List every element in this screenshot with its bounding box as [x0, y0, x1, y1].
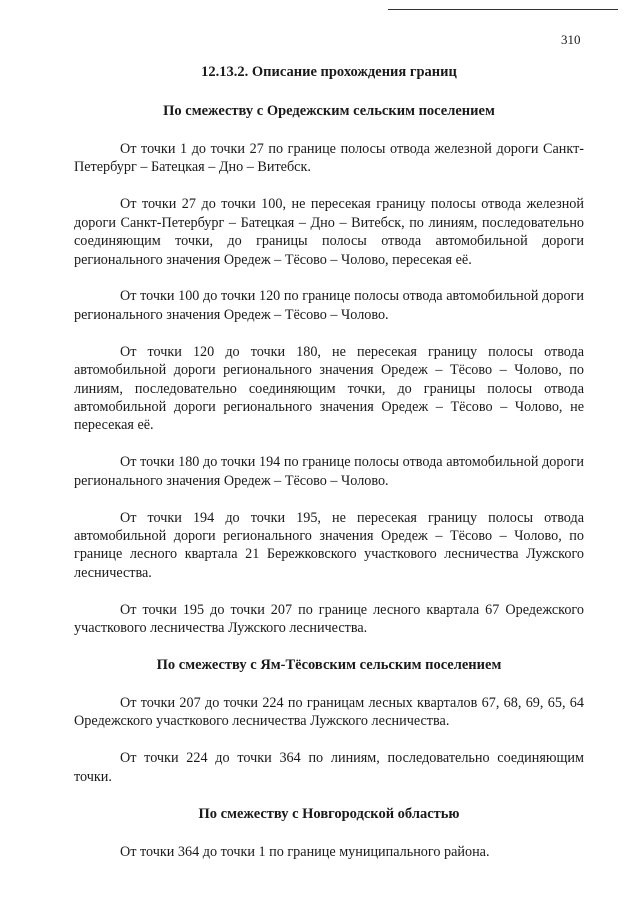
paragraph: От точки 194 до точки 195, не пересекая границу полосы отвода автомобильной дороги регионального значения Оредеж – Тёсово – Чолово, по границе лесного квартала 21 Бережковского участкового лесничества Лужского лесничества.: [74, 509, 584, 581]
page-number: 310: [561, 32, 581, 47]
top-rule: [388, 9, 618, 10]
section-novgorod: [74, 805, 584, 861]
section-oredezh: [74, 102, 584, 638]
document-body: [74, 63, 584, 880]
paragraph: От точки 224 до точки 364 по линиям, последовательно соединяющим точки.: [74, 750, 584, 785]
section-heading: По смежеству с Оредежским сельским поселением: [163, 103, 495, 119]
section-heading: По смежеству с Ям-Тёсовским сельским поселением: [156, 657, 502, 674]
paragraph: От точки 207 до точки 224 по границам лесных кварталов 67, 68, 69, 65, 64 Оредежского участкового лесничества Лужского лесничества.: [74, 695, 584, 730]
paragraph: От точки 180 до точки 194 по границе полосы отвода автомобильной дороги регионального значения Оредеж – Тёсово – Чолово.: [74, 454, 584, 489]
paragraph: От точки 120 до точки 180, не пересекая границу полосы отвода автомобильной дороги регионального значения Оредеж – Тёсово – Чолово, по линиям, последовательно соединяющим точки, до границы полосы отвода автомобильной дороги регионального значения Оредеж – Тёсово – Чолово, не пересекая её.: [74, 343, 584, 434]
document-title: 12.13.2. Описание прохождения границ: [201, 64, 457, 80]
paragraph: От точки 100 до точки 120 по границе полосы отвода автомобильной дороги регионального значения Оредеж – Тёсово – Чолово.: [74, 288, 584, 323]
paragraph: От точки 364 до точки 1 по границе муниципального района.: [120, 843, 490, 860]
section-yam-tesovo: [74, 656, 584, 786]
paragraph: От точки 195 до точки 207 по границе лесного квартала 67 Оредежского участкового лесничества Лужского лесничества.: [74, 601, 584, 637]
paragraph: От точки 27 до точки 100, не пересекая границу полосы отвода железной дороги Санкт-Петербург – Батецкая – Дно – Витебск, по линиям, последовательно соединяющим точки, до границы полосы отвода автомобильной дороги регионального значения Оредеж – Тёсово – Чолово, пересекая её.: [74, 196, 584, 268]
section-heading: По смежеству с Новгородской областью: [198, 805, 460, 822]
paragraph: От точки 1 до точки 27 по границе полосы отвода железной дороги Санкт-Петербург – Батецкая – Дно – Витебск.: [74, 141, 584, 176]
